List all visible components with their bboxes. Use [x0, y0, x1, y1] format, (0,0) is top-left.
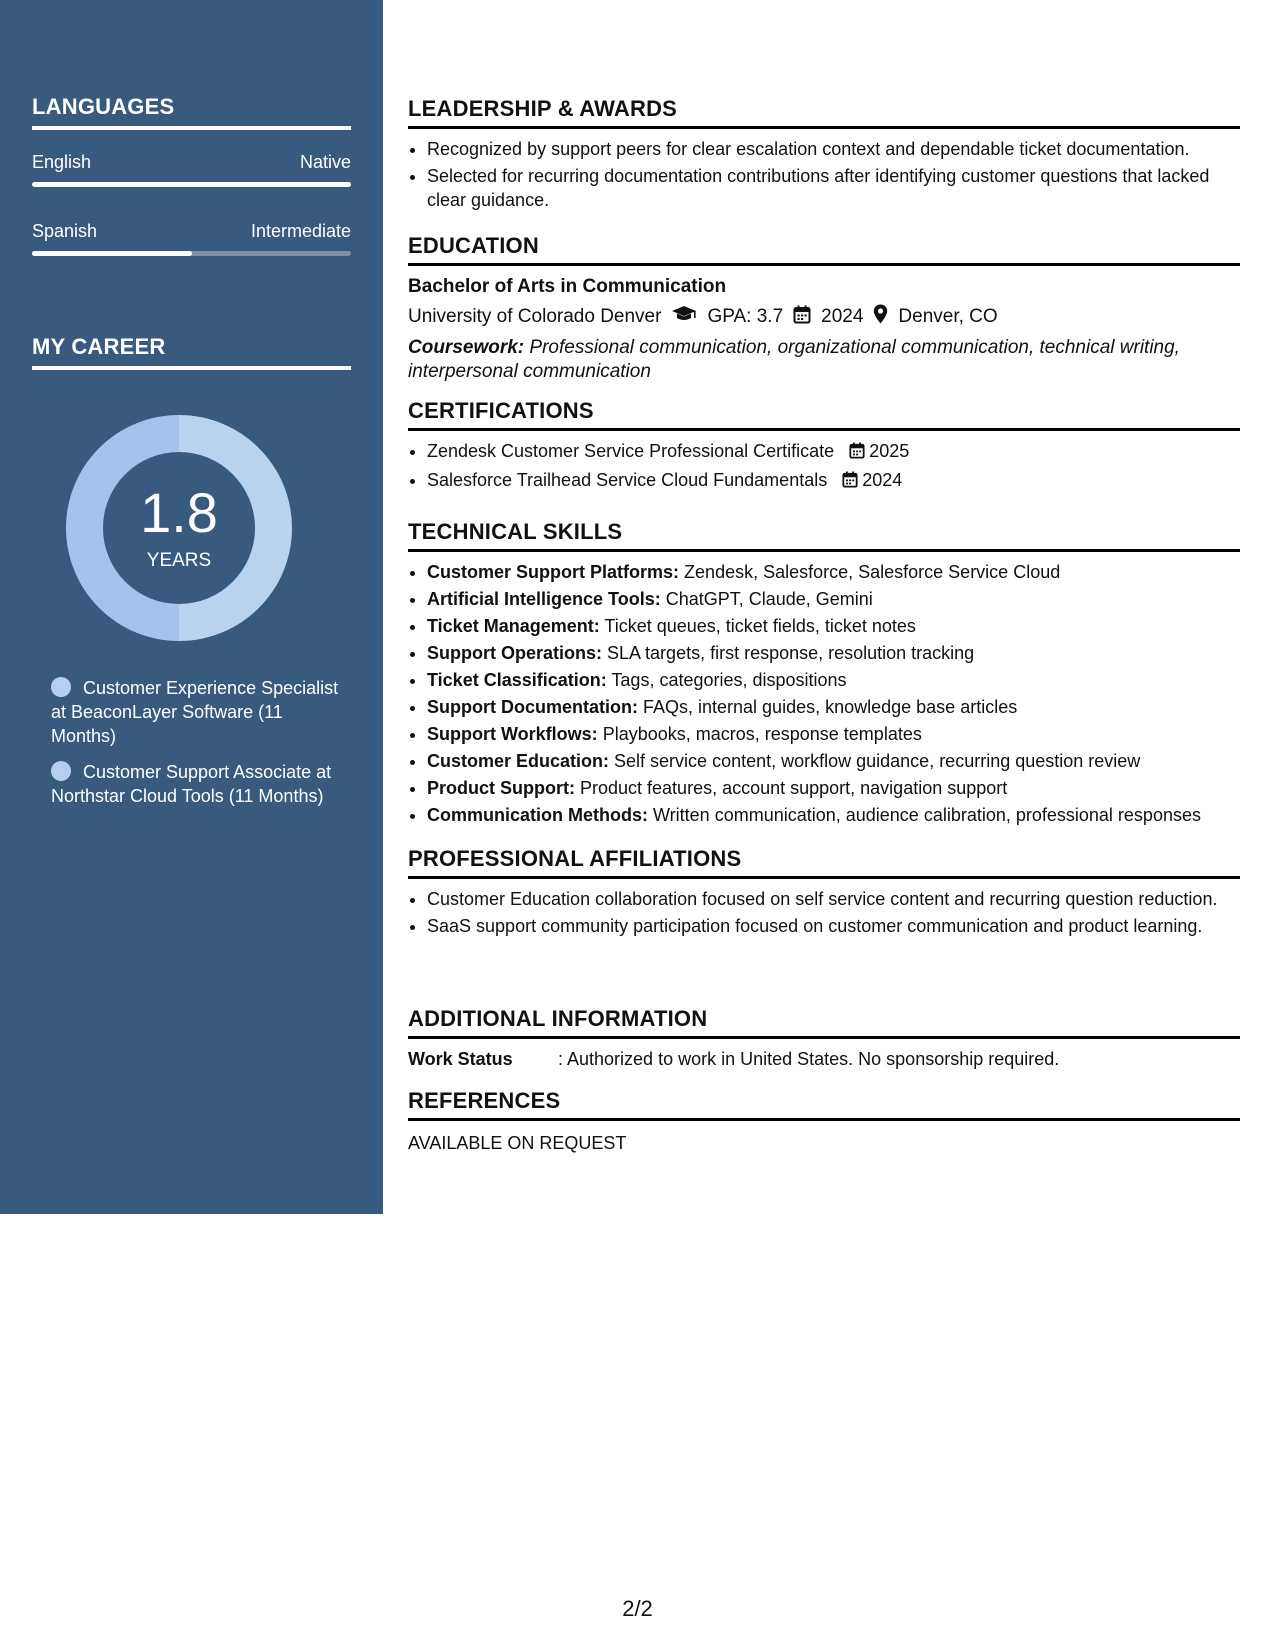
skill-value: SLA targets, first response, resolution tracking — [607, 643, 975, 663]
career-item-text: Customer Support Associate at Northstar Cloud Tools (11 Months) — [51, 762, 332, 806]
language-name: Spanish — [32, 221, 98, 241]
career-item-text: Customer Experience Specialist at BeaconLayer Software (11 Months) — [51, 678, 339, 746]
graduation-cap-icon — [671, 305, 697, 329]
career-donut — [66, 415, 292, 641]
degree: Bachelor of Arts in Communication — [408, 276, 727, 297]
skill-value: Tags, categories, dispositions — [611, 670, 847, 690]
gpa: GPA: 3.7 — [707, 306, 784, 327]
location: Denver, CO — [898, 306, 998, 327]
donut-center — [66, 415, 292, 641]
skill-item — [427, 587, 1240, 611]
work-status-label: Work Status — [408, 1049, 513, 1069]
additional-section — [408, 1006, 1240, 1070]
career-years-unit: YEARS — [146, 550, 212, 571]
skill-value: FAQs, internal guides, knowledge base articles — [643, 697, 1018, 717]
skill-value: ChatGPT, Claude, Gemini — [665, 589, 873, 609]
page-number: 2/2 — [622, 1596, 653, 1621]
bullet-dot-icon — [51, 761, 71, 781]
section-title: LEADERSHIP & AWARDS — [408, 96, 1240, 129]
language-bar — [32, 251, 351, 256]
section-title: ADDITIONAL INFORMATION — [408, 1006, 1240, 1039]
skill-label: Support Documentation: — [427, 697, 638, 717]
skill-item — [427, 803, 1240, 827]
career-list — [51, 676, 341, 820]
skill-label: Communication Methods: — [427, 805, 648, 825]
skill-item — [427, 695, 1240, 719]
calendar-icon — [849, 441, 865, 465]
education-meta — [408, 304, 1240, 330]
cert-year: 2024 — [862, 470, 903, 490]
skill-label: Artificial Intelligence Tools: — [427, 589, 661, 609]
leadership-section — [408, 96, 1240, 215]
languages-section — [32, 94, 351, 256]
skill-label: Support Workflows: — [427, 724, 598, 744]
language-level: Intermediate — [250, 221, 351, 241]
language-level: Native — [299, 152, 351, 172]
language-english — [32, 152, 351, 187]
bullet-dot-icon — [51, 677, 71, 697]
section-title: CERTIFICATIONS — [408, 398, 1240, 431]
languages-title: LANGUAGES — [32, 94, 351, 130]
work-status-row — [408, 1049, 1240, 1070]
list-item: • Recognized by support peers for clear escalation context and dependable ticket documentation. — [427, 137, 1240, 161]
language-bar — [32, 182, 351, 187]
skill-item — [427, 614, 1240, 638]
career-years-value: 1.8 — [140, 481, 218, 544]
list-item: • Selected for recurring documentation contributions after identifying customer questions that lacked clear guidance. — [427, 164, 1240, 212]
skill-value: Product features, account support, navigation support — [580, 778, 1008, 798]
list-item: • SaaS support community participation focused on customer communication and product learning. — [427, 914, 1240, 938]
list-item — [427, 439, 1240, 465]
calendar-icon — [842, 470, 858, 494]
work-status-value: : Authorized to work in United States. No sponsorship required. — [558, 1049, 1060, 1069]
skill-item — [427, 668, 1240, 692]
skill-item — [427, 641, 1240, 665]
section-title: PROFESSIONAL AFFILIATIONS — [408, 846, 1240, 879]
skill-label: Product Support: — [427, 778, 575, 798]
skill-value: Playbooks, macros, response templates — [602, 724, 922, 744]
career-item — [51, 760, 341, 808]
language-name: English — [32, 152, 92, 172]
affiliations-section — [408, 846, 1240, 941]
sidebar — [0, 0, 383, 1214]
cert-name: Zendesk Customer Service Professional Certificate — [427, 441, 835, 461]
skill-item — [427, 776, 1240, 800]
career-title: MY CAREER — [32, 334, 351, 370]
school: University of Colorado Denver — [408, 306, 662, 327]
section-title: REFERENCES — [408, 1088, 1240, 1121]
language-bar-fill — [32, 251, 192, 256]
skill-label: Ticket Management: — [427, 616, 600, 636]
graduation-year: 2024 — [821, 306, 864, 327]
references-section — [408, 1088, 1240, 1154]
language-spanish — [32, 221, 351, 256]
skill-label: Customer Support Platforms: — [427, 562, 680, 582]
calendar-icon — [793, 305, 811, 330]
certifications-section — [408, 398, 1240, 497]
location-pin-icon — [873, 304, 888, 330]
list-item — [427, 468, 1240, 494]
skill-label: Ticket Classification: — [427, 670, 607, 690]
coursework-text: Professional communication, organizational communication, technical writing, interpersonal communication — [408, 337, 1180, 382]
skill-value: Zendesk, Salesforce, Salesforce Service Cloud — [684, 562, 1061, 582]
cert-name: Salesforce Trailhead Service Cloud Fundamentals — [427, 470, 828, 490]
coursework-label: Coursework: — [408, 337, 525, 358]
list-item: • Customer Education collaboration focused on self service content and recurring question reduction. — [427, 887, 1240, 911]
skill-value: Self service content, workflow guidance, recurring question review — [614, 751, 1141, 771]
skills-list — [408, 560, 1240, 827]
skill-label: Customer Education: — [427, 751, 610, 771]
career-item — [51, 676, 341, 748]
section-title: TECHNICAL SKILLS — [408, 519, 1240, 552]
skill-value: Ticket queues, ticket fields, ticket notes — [604, 616, 916, 636]
skill-value: Written communication, audience calibration, professional responses — [653, 805, 1201, 825]
language-bar-fill — [32, 182, 351, 187]
skill-label: Support Operations: — [427, 643, 602, 663]
education-section — [408, 233, 1240, 384]
skill-item — [427, 722, 1240, 746]
cert-year: 2025 — [869, 441, 910, 461]
skill-item — [427, 560, 1240, 584]
skill-item — [427, 749, 1240, 773]
coursework — [408, 336, 1240, 384]
skills-section — [408, 519, 1240, 830]
section-title: EDUCATION — [408, 233, 1240, 266]
career-section — [32, 334, 351, 370]
references-text: AVAILABLE ON REQUEST — [408, 1133, 627, 1153]
